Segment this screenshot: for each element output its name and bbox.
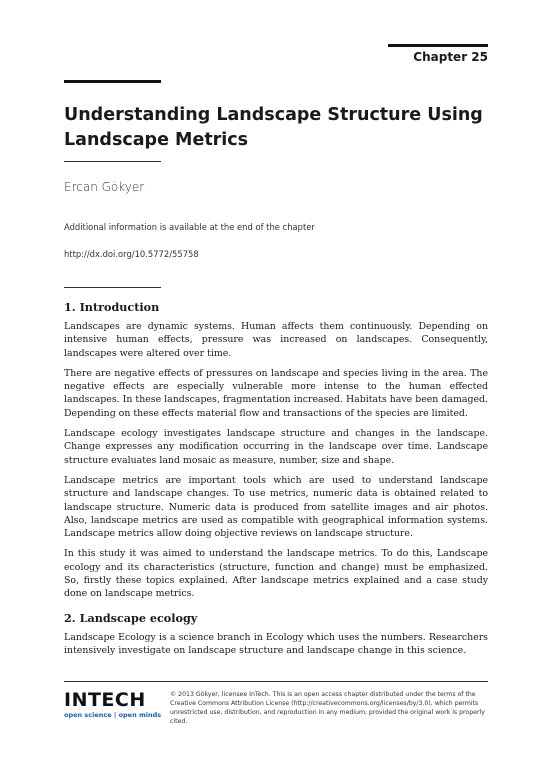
footer-rule — [64, 681, 488, 682]
section-divider-rule — [64, 287, 161, 288]
paragraph: There are negative effects of pressures on landscape and species living in the area. The negative effects are especially vulnerable more intense to the human effected landscapes. In these landscapes, fragmentation increased. Habitats have been damaged. Depending on these effects material flow and transactions of the species are limited. — [64, 367, 488, 419]
intech-logo — [64, 690, 161, 719]
body-text — [64, 300, 488, 664]
paragraph: Landscape ecology investigates landscape structure and changes in the landscape. Change expresses any modification occurring in the landscape over time. Landscape structure evaluates land mosaic as measure, number, size and shape. — [64, 428, 488, 466]
title-top-rule — [64, 80, 161, 83]
title-line-2: Landscape Metrics — [64, 130, 249, 150]
paragraph: Landscape Ecology is a science branch in Ecology which uses the numbers. Researchers intensively investigate on landscape structure and landscape change in this science. — [64, 631, 488, 656]
logo-tagline: open science | open minds — [64, 711, 162, 719]
paragraph: Landscape metrics are important tools which are used to understand landscape structure and landscape changes. To use metrics, numeric data is obtained related to landscape structure. Numeric data is produced from satellite images and air photos. Also, landscape metrics are used as compatible with geographical information systems. Landscape metrics allow doing objective reviews on landscape structure. — [64, 474, 488, 540]
chapter-label: Chapter 25 — [413, 50, 488, 64]
paragraph: In this study it was aimed to understand the landscape metrics. To do this, Landscape ecology and its characteristics (structure, function and change) must be emphasized. So, firstly these topics explained. After landscape metrics explained and a case study done on landscape metrics. — [64, 548, 488, 600]
title-bottom-rule — [64, 161, 161, 162]
doi-link[interactable]: http://dx.doi.org/10.5772/55758 — [64, 249, 199, 259]
header-rule — [388, 44, 488, 47]
license-text: © 2013 Gökyer, licensee InTech. This is an open access chapter distributed under the terms of the Creative Commons Attribution License (http://creativecommons.org/licenses/by/3.0), which permits unrestricted use, distribution, and reproduction in any medium, provided the original work is properly cited. — [170, 691, 485, 725]
title-line-1: Understanding Landscape Structure Using — [64, 105, 483, 125]
logo-main-text: INTECH — [64, 689, 146, 711]
additional-info: Additional information is available at the end of the chapter — [64, 222, 315, 232]
author-name: Ercan Gökyer — [64, 180, 145, 194]
chapter-title — [64, 103, 494, 153]
section-heading-introduction: 1. Introduction — [64, 300, 160, 314]
paragraph: Landscapes are dynamic systems. Human affects them continuously. Depending on intensive human effects, pressure was increased on landscapes. Consequently, landscapes were altered over time. — [64, 321, 488, 359]
section-heading-landscape-ecology: 2. Landscape ecology — [64, 610, 198, 625]
